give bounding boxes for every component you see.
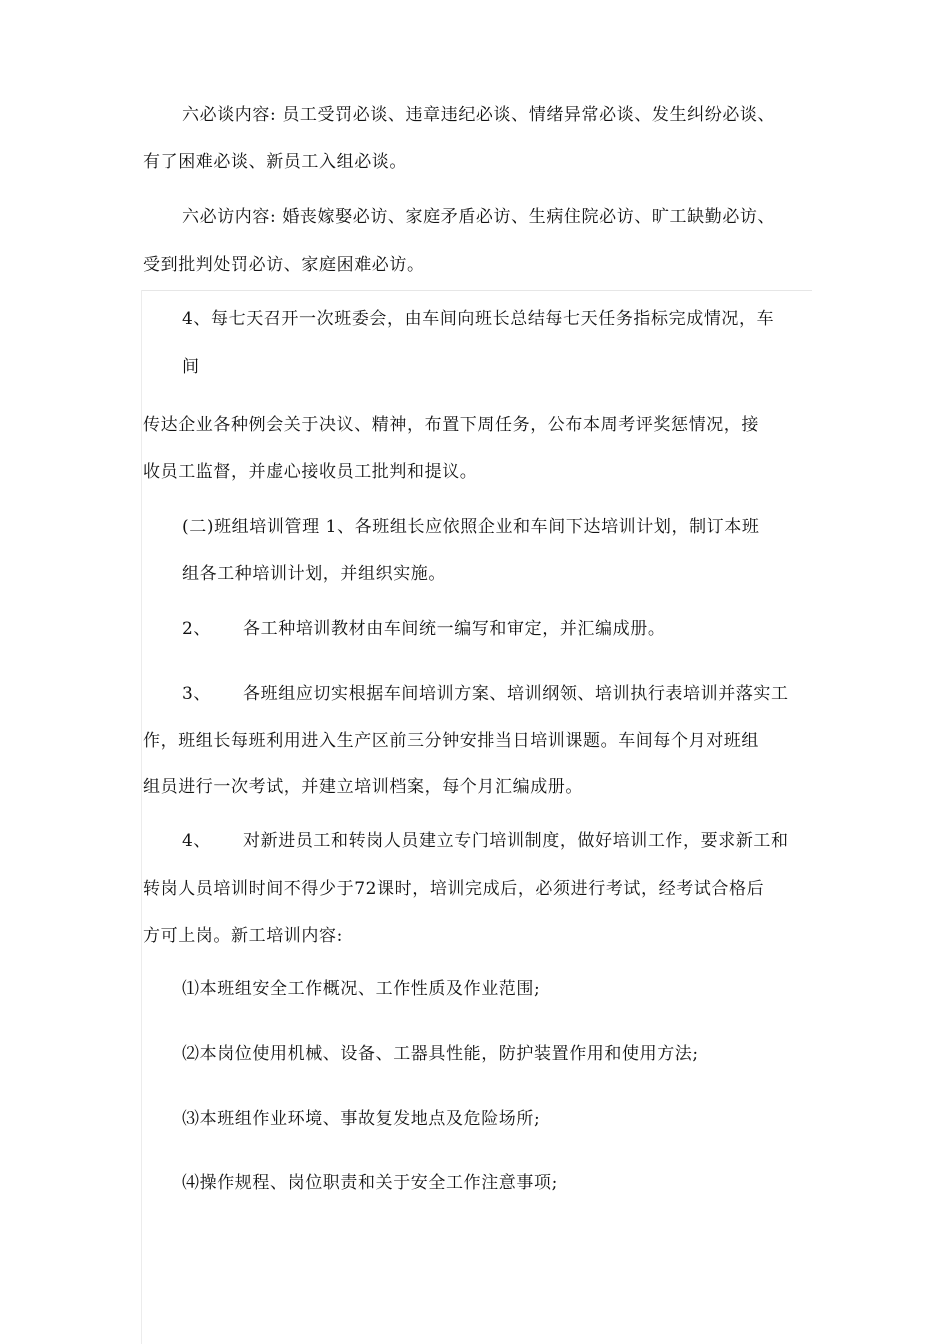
- list-item-2: ⑵本岗位使用机械、设备、工器具性能，防护装置作用和使用方法;: [182, 1044, 699, 1064]
- text-line-17: 方可上岗。新工培训内容:: [143, 926, 343, 946]
- text-line-2: 有了困难必谈、新员工入组必谈。: [143, 152, 407, 172]
- text-line-9: (二)班组培训管理 1、各班组长应依照企业和车间下达培训计划，制订本班: [182, 517, 760, 537]
- item-text-2: 各工种培训教材由车间统一编写和审定，并汇编成册。: [243, 619, 666, 639]
- text-line-5: 4、每七天召开一次班委会，由车间向班长总结每七天任务指标完成情况，车: [182, 309, 775, 329]
- text-line-1: 六必谈内容: 员工受罚必谈、违章违纪必谈、情绪异常必谈、发生纠纷必谈、: [182, 105, 776, 125]
- item-number-3: 3、: [182, 684, 212, 704]
- item-number-2: 2、: [182, 619, 212, 639]
- text-line-10: 组各工种培训计划，并组织实施。: [182, 564, 446, 584]
- item-text-3: 各班组应切实根据车间培训方案、培训纲领、培训执行表培训并落实工: [243, 684, 789, 704]
- text-line-15: [182, 830, 789, 852]
- text-line-13: 作，班组长每班利用进入生产区前三分钟安排当日培训课题。车间每个月对班组: [143, 731, 759, 751]
- text-line-12: [182, 683, 789, 705]
- text-line-4: 受到批判处罚必访、家庭困难必访。: [143, 255, 425, 275]
- text-line-8: 收员工监督，并虚心接收员工批判和提议。: [143, 462, 478, 482]
- item-text-4: 对新进员工和转岗人员建立专门培训制度，做好培训工作，要求新工和: [243, 831, 789, 851]
- list-item-4: ⑷操作规程、岗位职责和关于安全工作注意事项;: [182, 1173, 558, 1193]
- horizontal-rule: [142, 290, 812, 291]
- text-line-3: 六必访内容: 婚丧嫁娶必访、家庭矛盾必访、生病住院必访、旷工缺勤必访、: [182, 207, 776, 227]
- list-item-3: ⑶本班组作业环境、事故复发地点及危险场所;: [182, 1109, 541, 1129]
- list-item-1: ⑴本班组安全工作概况、工作性质及作业范围;: [182, 979, 541, 999]
- text-line-7: 传达企业各种例会关于决议、精神，布置下周任务，公布本周考评奖惩情况，接: [143, 415, 759, 435]
- vertical-rule: [141, 290, 142, 1344]
- item-number-4: 4、: [182, 831, 212, 851]
- text-line-14: 组员进行一次考试，并建立培训档案，每个月汇编成册。: [143, 777, 583, 797]
- text-line-16: 转岗人员培训时间不得少于72课时，培训完成后，必须进行考试，经考试合格后: [143, 879, 765, 899]
- text-line-11: [182, 618, 665, 640]
- text-line-6: 间: [182, 357, 200, 377]
